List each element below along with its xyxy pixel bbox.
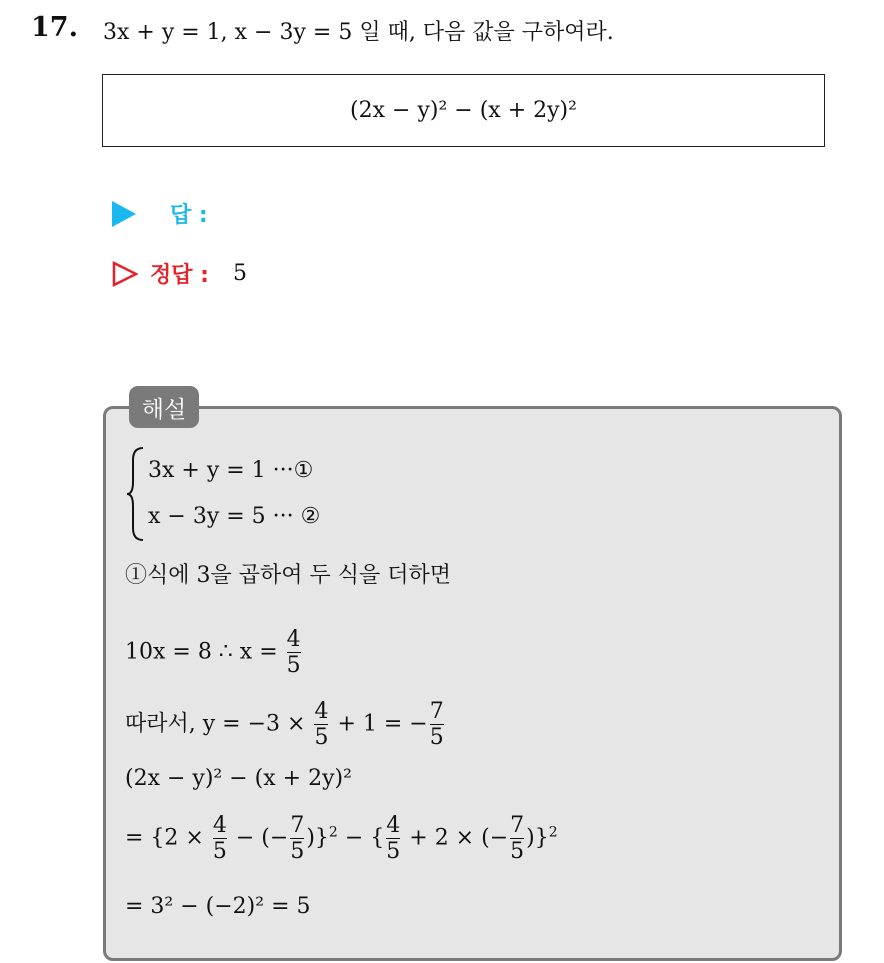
filled-triangle-icon [112, 201, 136, 227]
problem-statement: 3x + y = 1, x − 3y = 5 일 때, 다음 값을 구하여라. [103, 20, 614, 45]
fraction: $\frac{4}{5}$ [286, 627, 301, 679]
expression: (2x − y)² − (x + 2y)² [350, 98, 577, 123]
problem-number: 17. [31, 12, 78, 43]
answer-row [112, 198, 208, 229]
solution-box [103, 406, 842, 961]
fraction: $\frac{7}{5}$ [290, 813, 305, 865]
correct-answer-value: 5 [232, 261, 247, 286]
system-eq-2: x − 3y = 5 ··· ② [148, 504, 321, 529]
system-eq-1: 3x + y = 1 ···① [148, 458, 314, 483]
solution-tag: 해설 [129, 386, 199, 428]
answer-label: 답 : [170, 203, 208, 228]
outline-triangle-icon [112, 261, 138, 287]
left-brace-icon [125, 446, 147, 542]
expression-box [102, 74, 825, 147]
fraction: $\frac{7}{5}$ [429, 699, 444, 751]
correct-answer-label: 정답 : [150, 263, 209, 288]
fraction: $\frac{4}{5}$ [386, 813, 401, 865]
solution-step-5: = 3² − (−2)² = 5 [125, 894, 311, 919]
solution-step-3: (2x − y)² − (x + 2y)² [125, 766, 352, 791]
solution-text-1: ①식에 3을 곱하여 두 식을 더하면 [125, 563, 451, 588]
solution-step-4: = {2 × $\frac{4}{5}$ − (− $\frac{7}{5}$ )}$^2$ − { $\frac{4}{5}$ + 2 × (− $\frac{7}{5}$ )}$^2$ [125, 813, 558, 865]
fraction: $\frac{4}{5}$ [212, 813, 227, 865]
fraction: $\frac{7}{5}$ [510, 813, 525, 865]
fraction: $\frac{4}{5}$ [314, 699, 329, 751]
correct-answer-row [112, 258, 247, 289]
solution-step-2: 따라서, y = −3 × $\frac{4}{5}$ + 1 = − $\frac{7}{5}$ [125, 699, 444, 751]
solution-step-1: 10x = 8 ∴ x = $\frac{4}{5}$ [125, 627, 301, 679]
